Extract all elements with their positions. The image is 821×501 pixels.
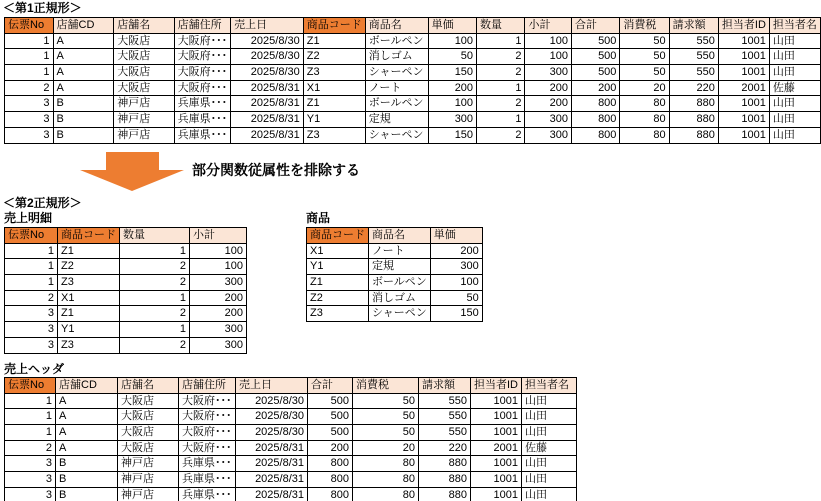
table-cell: ノート: [365, 80, 428, 96]
column-header: 小計: [190, 228, 247, 244]
table-row: [5, 275, 247, 291]
table-cell: 200: [430, 243, 482, 259]
table-cell: 2025/8/30: [231, 49, 304, 65]
table-cell: 兵庫県･･･: [179, 456, 236, 472]
column-header: 消費税: [353, 378, 419, 394]
table-cell: 山田: [769, 49, 820, 65]
first-normal-form-title: ＜第1正規形＞: [3, 1, 82, 15]
table-row: [307, 259, 483, 275]
column-header: 単価: [430, 228, 482, 244]
table-cell: 50: [620, 49, 669, 65]
table-cell: 880: [419, 456, 471, 472]
table-cell: Y1: [58, 322, 120, 338]
table-cell: 300: [428, 112, 476, 128]
table-cell: B: [53, 127, 114, 143]
table-row: [5, 290, 247, 306]
table-cell: Z2: [58, 259, 120, 275]
table-cell: 神戸店: [114, 96, 174, 112]
column-header: 単価: [428, 18, 476, 34]
table-cell: Z1: [58, 243, 120, 259]
table-cell: 1001: [471, 487, 522, 501]
table-cell: 80: [620, 127, 669, 143]
table-cell: 2025/8/31: [231, 112, 304, 128]
table-row: [5, 393, 577, 409]
table-cell: 880: [419, 472, 471, 488]
table-cell: 500: [572, 65, 620, 81]
table-cell: X1: [307, 243, 369, 259]
table-cell: 50: [353, 409, 419, 425]
column-header: 店舗名: [118, 378, 179, 394]
table-cell: 220: [669, 80, 718, 96]
table-cell: 消しゴム: [369, 290, 431, 306]
table-cell: 880: [669, 96, 718, 112]
table-row: [5, 259, 247, 275]
table-cell: 兵庫県･･･: [174, 112, 231, 128]
table-cell: ボールペン: [365, 33, 428, 49]
table-cell: 800: [308, 456, 353, 472]
header-row: [5, 18, 821, 34]
table-cell: A: [53, 80, 114, 96]
table-cell: 80: [620, 96, 669, 112]
table-cell: 大阪店: [114, 65, 174, 81]
first-normal-form-table: [4, 17, 821, 144]
table-cell: 2: [5, 290, 58, 306]
table-cell: 2025/8/31: [231, 80, 304, 96]
table-cell: 大阪店: [118, 425, 179, 441]
table-cell: ボールペン: [369, 275, 431, 291]
table-row: [5, 306, 247, 322]
table-cell: 1: [5, 49, 54, 65]
table-cell: 150: [428, 127, 476, 143]
table-cell: 3: [5, 337, 58, 353]
column-header: 小計: [525, 18, 572, 34]
table-cell: 2: [120, 259, 190, 275]
table-cell: 80: [620, 112, 669, 128]
table-cell: 1001: [718, 65, 769, 81]
table-cell: 1: [477, 112, 525, 128]
table-cell: 500: [308, 409, 353, 425]
arrow-annotation: 部分関数従属性を排除する: [192, 162, 360, 178]
table-cell: 山田: [769, 127, 820, 143]
table-cell: Z3: [303, 127, 365, 143]
table-row: [5, 440, 577, 456]
sales-header-table: [4, 377, 577, 501]
table-cell: 550: [419, 409, 471, 425]
table-cell: 2: [5, 440, 56, 456]
table-cell: 550: [669, 49, 718, 65]
table-cell: B: [56, 472, 118, 488]
table-row: [307, 275, 483, 291]
table-row: [5, 322, 247, 338]
table-cell: 1: [5, 409, 56, 425]
table-cell: Z3: [58, 275, 120, 291]
column-header: 店舗住所: [179, 378, 236, 394]
table-cell: 550: [669, 65, 718, 81]
table-cell: 山田: [769, 96, 820, 112]
table-cell: シャーペン: [365, 65, 428, 81]
table-cell: B: [53, 96, 114, 112]
table-cell: 500: [308, 425, 353, 441]
table-cell: 大阪府･･･: [179, 409, 236, 425]
table-cell: 山田: [522, 425, 577, 441]
table-cell: 100: [525, 33, 572, 49]
table-cell: 200: [525, 80, 572, 96]
column-header: 担当者名: [769, 18, 820, 34]
table-cell: 50: [620, 65, 669, 81]
table-cell: 20: [620, 80, 669, 96]
column-header: 数量: [120, 228, 190, 244]
table-cell: 大阪府･･･: [174, 65, 231, 81]
table-cell: ボールペン: [365, 96, 428, 112]
table-cell: 100: [525, 49, 572, 65]
table-cell: 800: [572, 127, 620, 143]
table-cell: A: [56, 393, 118, 409]
table-cell: 2001: [718, 80, 769, 96]
table-cell: 300: [190, 322, 247, 338]
table-cell: 1: [5, 259, 58, 275]
table-cell: 定規: [369, 259, 431, 275]
table-cell: 2: [477, 96, 525, 112]
table-cell: 2: [477, 65, 525, 81]
table-cell: 2: [120, 275, 190, 291]
table-cell: 大阪店: [118, 440, 179, 456]
table-cell: 2: [120, 337, 190, 353]
table-cell: 1: [477, 33, 525, 49]
table-cell: 50: [428, 49, 476, 65]
table-cell: 神戸店: [114, 112, 174, 128]
table-cell: 100: [428, 33, 476, 49]
column-header: 担当者ID: [471, 378, 522, 394]
table-cell: 兵庫県･･･: [179, 487, 236, 501]
table-cell: B: [56, 456, 118, 472]
table-cell: 1001: [471, 393, 522, 409]
table-cell: シャーペン: [365, 127, 428, 143]
table-cell: 山田: [522, 456, 577, 472]
table-cell: A: [53, 65, 114, 81]
table-cell: 300: [525, 65, 572, 81]
table-cell: 50: [620, 33, 669, 49]
column-header: 合計: [308, 378, 353, 394]
table-cell: 500: [572, 49, 620, 65]
table-cell: 1: [5, 33, 54, 49]
table-cell: X1: [303, 80, 365, 96]
table-cell: 2025/8/30: [236, 393, 308, 409]
sales-header-table-label: 売上ヘッダ: [4, 362, 65, 376]
table-cell: Z1: [303, 33, 365, 49]
table-cell: 100: [428, 96, 476, 112]
table-cell: 大阪店: [118, 409, 179, 425]
down-arrow-icon: [80, 152, 184, 191]
table-row: [5, 33, 821, 49]
table-cell: 2: [477, 49, 525, 65]
table-cell: Z3: [58, 337, 120, 353]
sales-detail-table-label: 売上明細: [4, 211, 53, 225]
table-row: [5, 472, 577, 488]
table-cell: 100: [190, 243, 247, 259]
table-cell: 1001: [471, 472, 522, 488]
table-row: [307, 290, 483, 306]
table-cell: 3: [5, 306, 58, 322]
table-row: [5, 112, 821, 128]
column-header: 商品名: [365, 18, 428, 34]
table-cell: Z1: [303, 96, 365, 112]
table-cell: 2025/8/31: [231, 96, 304, 112]
table-cell: ノート: [369, 243, 431, 259]
key-column-header: 商品コード: [307, 228, 369, 244]
table-row: [307, 243, 483, 259]
table-row: [5, 80, 821, 96]
table-cell: 大阪店: [118, 393, 179, 409]
table-cell: 2025/8/30: [231, 33, 304, 49]
table-cell: 3: [5, 487, 56, 501]
table-cell: 1001: [718, 49, 769, 65]
table-cell: 山田: [769, 33, 820, 49]
table-cell: 兵庫県･･･: [174, 96, 231, 112]
table-cell: 1: [477, 80, 525, 96]
table-row: [5, 65, 821, 81]
table-cell: 200: [428, 80, 476, 96]
column-header: 数量: [477, 18, 525, 34]
table-cell: 2025/8/31: [231, 127, 304, 143]
table-cell: 550: [419, 393, 471, 409]
product-table-label: 商品: [306, 211, 331, 225]
column-header: 合計: [572, 18, 620, 34]
table-cell: 大阪店: [114, 80, 174, 96]
table-cell: 1: [120, 290, 190, 306]
table-cell: 神戸店: [114, 127, 174, 143]
table-cell: 山田: [522, 393, 577, 409]
table-cell: 兵庫県･･･: [179, 472, 236, 488]
table-cell: 20: [353, 440, 419, 456]
column-header: 担当者ID: [718, 18, 769, 34]
table-cell: 2025/8/31: [236, 456, 308, 472]
header-row: [307, 228, 483, 244]
table-cell: 50: [353, 425, 419, 441]
table-cell: 500: [572, 33, 620, 49]
column-header: 売上日: [231, 18, 304, 34]
table-cell: 2025/8/31: [236, 487, 308, 501]
table-cell: 3: [5, 127, 54, 143]
table-cell: 2025/8/30: [231, 65, 304, 81]
key-column-header: 商品コード: [303, 18, 365, 34]
table-cell: 大阪店: [114, 49, 174, 65]
table-cell: 山田: [522, 409, 577, 425]
table-cell: Z3: [303, 65, 365, 81]
table-cell: 550: [419, 425, 471, 441]
table-cell: 大阪府･･･: [179, 425, 236, 441]
column-header: 店舗CD: [53, 18, 114, 34]
table-cell: 200: [525, 96, 572, 112]
table-cell: 3: [5, 472, 56, 488]
table-row: [5, 96, 821, 112]
table-cell: 山田: [522, 472, 577, 488]
table-cell: 山田: [769, 65, 820, 81]
table-cell: 1: [5, 275, 58, 291]
table-cell: 大阪府･･･: [174, 49, 231, 65]
table-cell: 3: [5, 322, 58, 338]
table-cell: 100: [430, 275, 482, 291]
table-cell: 神戸店: [118, 456, 179, 472]
table-cell: 1001: [718, 96, 769, 112]
table-cell: 1001: [471, 409, 522, 425]
table-cell: Y1: [307, 259, 369, 275]
table-cell: 3: [5, 96, 54, 112]
table-cell: 1001: [471, 456, 522, 472]
table-cell: Z1: [307, 275, 369, 291]
table-cell: B: [53, 112, 114, 128]
table-cell: 神戸店: [118, 472, 179, 488]
table-cell: 800: [308, 487, 353, 501]
column-header: 店舗CD: [56, 378, 118, 394]
table-cell: 1001: [718, 112, 769, 128]
table-cell: 山田: [522, 487, 577, 501]
table-cell: 2: [120, 306, 190, 322]
table-row: [5, 409, 577, 425]
table-cell: 880: [669, 112, 718, 128]
table-cell: 200: [190, 306, 247, 322]
table-cell: 300: [525, 112, 572, 128]
product-table: [306, 227, 483, 322]
table-cell: 3: [5, 112, 54, 128]
table-cell: 200: [308, 440, 353, 456]
table-cell: 80: [353, 456, 419, 472]
table-cell: 大阪店: [114, 33, 174, 49]
table-cell: 2001: [471, 440, 522, 456]
column-header: 消費税: [620, 18, 669, 34]
table-cell: 2025/8/30: [236, 425, 308, 441]
table-cell: Z1: [58, 306, 120, 322]
table-cell: 80: [353, 487, 419, 501]
table-cell: 大阪府･･･: [179, 440, 236, 456]
table-cell: 1: [5, 425, 56, 441]
table-cell: 550: [669, 33, 718, 49]
table-cell: 大阪府･･･: [179, 393, 236, 409]
table-cell: 800: [308, 472, 353, 488]
table-cell: シャーペン: [369, 306, 431, 322]
header-row: [5, 378, 577, 394]
table-cell: 150: [430, 306, 482, 322]
table-cell: 300: [430, 259, 482, 275]
table-cell: X1: [58, 290, 120, 306]
key-column-header: 商品コード: [58, 228, 120, 244]
table-cell: A: [56, 409, 118, 425]
table-cell: 50: [353, 393, 419, 409]
header-row: [5, 228, 247, 244]
table-row: [5, 456, 577, 472]
table-cell: 150: [428, 65, 476, 81]
table-cell: 佐藤: [769, 80, 820, 96]
table-cell: 兵庫県･･･: [174, 127, 231, 143]
table-cell: 880: [419, 487, 471, 501]
column-header: 店舗名: [114, 18, 174, 34]
table-row: [5, 487, 577, 501]
table-cell: 200: [190, 290, 247, 306]
table-cell: 50: [430, 290, 482, 306]
table-cell: 1: [120, 243, 190, 259]
table-cell: 1: [120, 322, 190, 338]
key-column-header: 伝票No: [5, 228, 58, 244]
table-cell: 1001: [471, 425, 522, 441]
table-cell: 1001: [718, 127, 769, 143]
table-cell: 1: [5, 243, 58, 259]
table-row: [5, 337, 247, 353]
table-cell: 1: [5, 65, 54, 81]
table-cell: 220: [419, 440, 471, 456]
table-cell: 山田: [769, 112, 820, 128]
table-cell: 800: [572, 96, 620, 112]
table-cell: 80: [353, 472, 419, 488]
table-cell: 消しゴム: [365, 49, 428, 65]
table-cell: 200: [572, 80, 620, 96]
table-cell: 880: [669, 127, 718, 143]
table-cell: 2: [5, 80, 54, 96]
column-header: 店舗住所: [174, 18, 231, 34]
table-cell: 佐藤: [522, 440, 577, 456]
table-row: [5, 127, 821, 143]
table-cell: 2025/8/30: [236, 409, 308, 425]
key-column-header: 伝票No: [5, 18, 54, 34]
table-row: [307, 306, 483, 322]
table-cell: 2025/8/31: [236, 472, 308, 488]
column-header: 請求額: [669, 18, 718, 34]
table-cell: Z2: [307, 290, 369, 306]
table-cell: 800: [572, 112, 620, 128]
table-cell: A: [56, 425, 118, 441]
table-cell: 1001: [718, 33, 769, 49]
table-row: [5, 425, 577, 441]
table-row: [5, 49, 821, 65]
table-cell: 大阪府･･･: [174, 80, 231, 96]
table-cell: 神戸店: [118, 487, 179, 501]
table-cell: 3: [5, 456, 56, 472]
column-header: 売上日: [236, 378, 308, 394]
table-cell: Y1: [303, 112, 365, 128]
table-cell: 2: [477, 127, 525, 143]
column-header: 請求額: [419, 378, 471, 394]
table-cell: A: [53, 33, 114, 49]
table-cell: 定規: [365, 112, 428, 128]
key-column-header: 伝票No: [5, 378, 56, 394]
table-cell: 500: [308, 393, 353, 409]
table-cell: 300: [190, 337, 247, 353]
table-cell: 大阪府･･･: [174, 33, 231, 49]
table-cell: Z3: [307, 306, 369, 322]
table-cell: 2025/8/31: [236, 440, 308, 456]
column-header: 商品名: [369, 228, 431, 244]
table-cell: 300: [190, 275, 247, 291]
table-cell: 300: [525, 127, 572, 143]
column-header: 担当者名: [522, 378, 577, 394]
table-cell: Z2: [303, 49, 365, 65]
second-normal-form-title: ＜第2正規形＞: [3, 196, 82, 210]
table-cell: B: [56, 487, 118, 501]
table-row: [5, 243, 247, 259]
table-cell: 100: [190, 259, 247, 275]
table-cell: 1: [5, 393, 56, 409]
table-cell: A: [56, 440, 118, 456]
table-cell: A: [53, 49, 114, 65]
sales-detail-table: [4, 227, 247, 354]
